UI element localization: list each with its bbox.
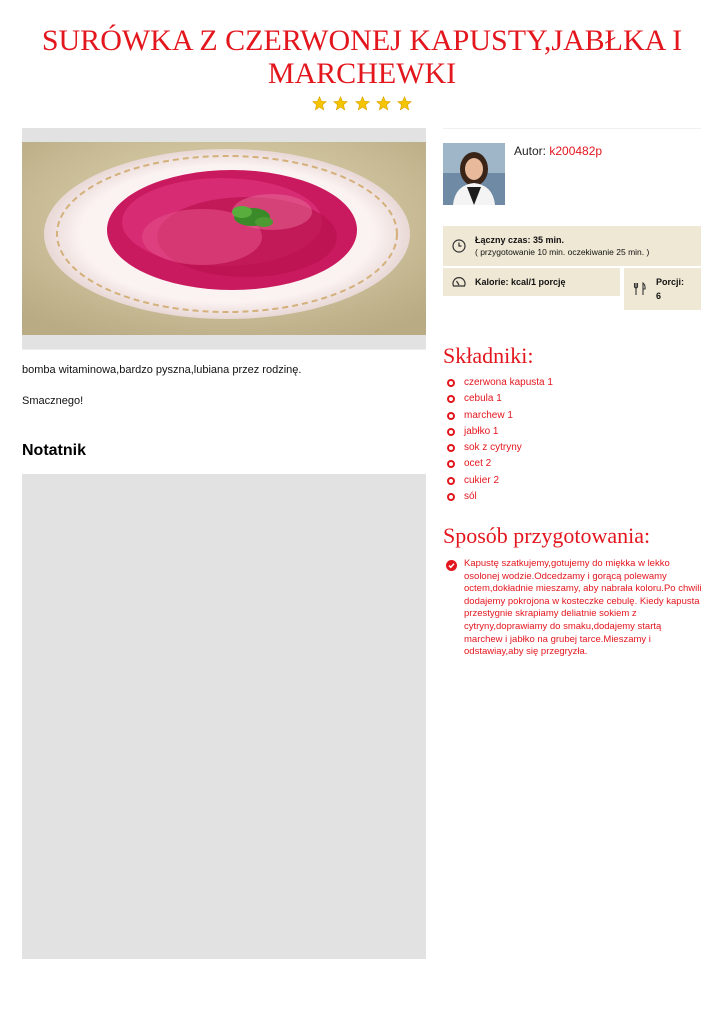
photo-frame: [22, 128, 426, 349]
time-box: [443, 226, 701, 266]
star-icon: [397, 96, 412, 111]
description-box: [22, 349, 426, 473]
list-item: cukier 2: [447, 474, 553, 490]
author-label: Autor: k200482p: [514, 144, 603, 158]
cutlery-icon: [633, 282, 647, 296]
author-link[interactable]: k200482p: [549, 144, 603, 158]
gauge-icon: [452, 275, 466, 289]
ring-bullet-icon: [447, 493, 455, 501]
servings-label: Porcji:: [656, 277, 685, 287]
preparation-step: [446, 558, 702, 659]
servings-value: 6: [656, 291, 662, 301]
ring-bullet-icon: [447, 395, 455, 403]
time-detail: ( przygotowanie 10 min. oczekiwanie 25 min. ): [475, 247, 650, 257]
check-circle-icon: [446, 560, 457, 571]
servings-box: [624, 268, 701, 310]
star-icon: [312, 96, 327, 111]
list-item: marchew 1: [447, 409, 553, 425]
preparation-heading: Sposób przygotowania:: [443, 523, 651, 548]
notes-heading: Notatnik: [22, 442, 86, 459]
total-time: Łączny czas: 35 min.: [475, 235, 565, 245]
list-item: cebula 1: [447, 392, 553, 408]
ring-bullet-icon: [447, 412, 455, 420]
list-item: ocet 2: [447, 457, 553, 473]
list-item: jabłko 1: [447, 425, 553, 441]
recipe-closing: Smacznego!: [22, 395, 84, 407]
clock-icon: [452, 239, 466, 253]
author-box: [443, 128, 701, 212]
recipe-description: bomba witaminowa,bardzo pyszna,lubiana przez rodzinę.: [22, 364, 302, 376]
list-item: sól: [447, 490, 553, 506]
step-text: Kapustę szatkujemy,gotujemy do miękka w lekko osolonej wodzie.Odcedzamy i gorącą polewamy octem,dokładnie mieszamy, aby nabrała koloru.Po chwili dodajemy pokrojona w kosteczke cebulę. Kiedy kapusta przestygnie skrapiamy deliatnie sokiem z cytryny,doprawiamy do smaku,dodajemy startą marchew i jabłko na grubej tarce.Mieszamy i odstawiay,aby się przegryzła.: [464, 558, 702, 658]
recipe-title: SURÓWKA Z CZERWONEJ KAPUSTY,JABŁKA I MARCHEWKI: [41, 24, 683, 90]
ingredients-list: [447, 376, 553, 506]
ring-bullet-icon: [447, 477, 455, 485]
list-item: czerwona kapusta 1: [447, 376, 553, 392]
star-icon: [355, 96, 370, 111]
avatar[interactable]: [443, 143, 505, 205]
ring-bullet-icon: [447, 428, 455, 436]
list-item: sok z cytryny: [447, 441, 553, 457]
ring-bullet-icon: [447, 379, 455, 387]
ingredients-heading: Składniki:: [443, 343, 534, 368]
rating: [0, 96, 724, 116]
star-icon: [376, 96, 391, 111]
ring-bullet-icon: [447, 460, 455, 468]
calories-box: [443, 268, 620, 296]
ring-bullet-icon: [447, 444, 455, 452]
recipe-photo: [22, 142, 426, 335]
star-icon: [333, 96, 348, 111]
notes-area[interactable]: [22, 474, 426, 959]
calories-text: Kalorie: kcal/1 porcję: [475, 277, 566, 287]
